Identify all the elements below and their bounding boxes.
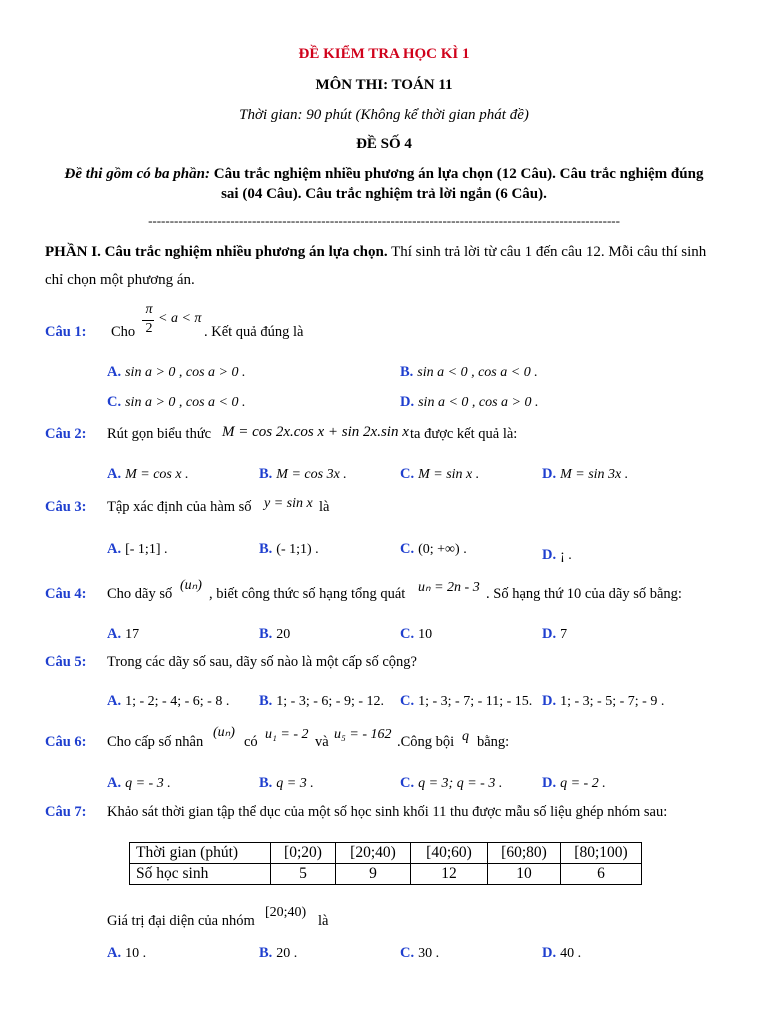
option-letter: B.	[259, 693, 273, 709]
q2-pre: Rút gọn biểu thức	[107, 426, 212, 442]
option-text: sin a > 0 , cos a < 0 .	[125, 395, 246, 410]
option-letter: A.	[107, 364, 122, 380]
q6-pre: Cho cấp số nhân	[107, 734, 204, 750]
option-letter: C.	[400, 626, 415, 642]
option-text: [- 1;1] .	[125, 542, 168, 557]
option-letter: A.	[107, 945, 122, 961]
intro-italic: Đề thi gồm có ba phần:	[64, 166, 210, 182]
option-letter: B.	[259, 945, 273, 961]
q6-option-a[interactable]	[107, 774, 171, 792]
option-letter: D.	[542, 775, 557, 791]
q6-math: (uₙ)	[213, 725, 235, 740]
q1-pre: Cho	[111, 324, 136, 340]
q7-sub: Giá trị đại diện của nhóm	[107, 913, 255, 929]
q1-post: . Kết quả đúng là	[204, 324, 304, 340]
option-letter: B.	[259, 775, 273, 791]
option-text: 1; - 3; - 5; - 7; - 9 .	[560, 694, 665, 709]
option-text: 7	[560, 627, 568, 642]
exam-code: ĐỀ SỐ 4	[356, 136, 412, 152]
q5-option-b[interactable]	[259, 692, 384, 710]
option-text: 30 .	[418, 946, 440, 961]
q2-option-c[interactable]	[400, 465, 479, 483]
option-letter: B.	[400, 364, 414, 380]
table-cell: [80;100)	[561, 843, 642, 864]
part1-desc-2: chỉ chọn một phương án.	[45, 272, 195, 288]
part1-heading: PHẦN I. Câu trắc nghiệm nhiều phương án lựa chọn.	[45, 244, 388, 260]
option-letter: D.	[542, 466, 557, 482]
option-text: sin a < 0 , cos a < 0 .	[417, 365, 538, 380]
option-letter: D.	[542, 626, 557, 642]
q6-math3: u₅ = - 162	[334, 727, 392, 742]
table-row	[130, 843, 642, 864]
q7-option-d[interactable]	[542, 944, 581, 962]
option-letter: D.	[400, 394, 415, 410]
q2-label: Câu 2:	[45, 426, 87, 442]
q3-post: là	[319, 499, 330, 515]
option-letter: A.	[107, 626, 122, 642]
option-letter: B.	[259, 466, 273, 482]
q6-label: Câu 6:	[45, 734, 87, 750]
q7-sub-math: [20;40)	[265, 905, 307, 920]
q6-post2: bằng:	[477, 734, 510, 750]
q6-option-d[interactable]	[542, 774, 606, 792]
option-letter: B.	[259, 626, 273, 642]
intro-line-1	[0, 166, 768, 183]
table-row	[130, 864, 642, 885]
table-cell: [40;60)	[411, 843, 488, 864]
option-text: 10	[418, 627, 433, 642]
option-text: 20 .	[276, 946, 298, 961]
intro-line-2: sai (04 Câu). Câu trắc nghiệm trả lời ngắn (6 Câu).	[221, 186, 547, 202]
option-letter: B.	[259, 541, 273, 557]
q5-option-c[interactable]	[400, 692, 532, 710]
option-letter: C.	[107, 394, 122, 410]
q7-option-c[interactable]	[400, 944, 439, 962]
option-text: q = 3 .	[276, 776, 314, 791]
option-letter: A.	[107, 693, 122, 709]
table-cell: 9	[336, 864, 411, 885]
option-letter: A.	[107, 541, 122, 557]
divider: -------------------------------------------------------------------------------------------------------------	[148, 213, 620, 228]
q6-math4: q	[462, 729, 469, 744]
table-cell: [20;40)	[336, 843, 411, 864]
option-letter: D.	[542, 945, 557, 961]
option-letter: D.	[542, 693, 557, 709]
option-text: M = cos 3x .	[276, 467, 347, 482]
option-letter: C.	[400, 693, 415, 709]
subject-title: MÔN THI: TOÁN 11	[315, 77, 453, 93]
q3-option-d[interactable]	[542, 546, 572, 564]
option-text: ¡ .	[560, 548, 572, 563]
q7-option-b[interactable]	[259, 944, 297, 962]
option-text: M = sin x .	[418, 467, 480, 482]
q4-pre: Cho dãy số	[107, 586, 173, 602]
option-text: sin a < 0 , cos a > 0 .	[418, 395, 539, 410]
q4-math: (uₙ)	[180, 578, 202, 593]
option-text: 10 .	[125, 946, 147, 961]
q6-option-c[interactable]	[400, 774, 502, 792]
option-letter: C.	[400, 945, 415, 961]
q7-label: Câu 7:	[45, 804, 87, 820]
q3-option-c[interactable]	[400, 540, 467, 558]
option-letter: C.	[400, 541, 415, 557]
option-text: 1; - 3; - 6; - 9; - 12.	[276, 694, 385, 709]
q4-option-d[interactable]	[542, 625, 567, 643]
q1-math: < a < π	[158, 311, 202, 326]
option-text: q = - 3 .	[125, 776, 171, 791]
q5-option-d[interactable]	[542, 692, 664, 710]
option-text: sin a > 0 , cos a > 0 .	[125, 365, 246, 380]
q6-math2: u₁ = - 2	[265, 727, 309, 742]
q3-math: y = sin x	[264, 496, 313, 511]
q6-mid2: và	[315, 734, 329, 750]
option-letter: C.	[400, 466, 415, 482]
q6-mid: có	[244, 734, 258, 750]
table-cell: 10	[488, 864, 561, 885]
q2-post: ta được kết quả là:	[410, 426, 518, 442]
q1-option-d[interactable]	[400, 393, 539, 411]
q2-option-b[interactable]	[259, 465, 347, 483]
option-text: 17	[125, 627, 140, 642]
option-text: M = sin 3x .	[560, 467, 629, 482]
q5-label: Câu 5:	[45, 654, 87, 670]
q4-option-b[interactable]	[259, 625, 290, 643]
q1-label: Câu 1:	[45, 324, 87, 340]
q2-math: M = cos 2x.cos x + sin 2x.sin x	[222, 424, 409, 440]
q7-option-a[interactable]	[107, 944, 146, 962]
q1-option-a[interactable]	[107, 363, 246, 381]
option-letter: A.	[107, 775, 122, 791]
q4-post: . Số hạng thứ 10 của dãy số bằng:	[486, 586, 682, 602]
intro-text-1: Câu trắc nghiệm nhiều phương án lựa chọn (12 Câu). Câu trắc nghiệm đúng	[209, 166, 704, 182]
q6-option-b[interactable]	[259, 774, 314, 792]
q2-option-d[interactable]	[542, 465, 628, 483]
q5-option-a[interactable]	[107, 692, 229, 710]
q4-mid: , biết công thức số hạng tổng quát	[209, 586, 406, 602]
q1-option-b[interactable]	[400, 363, 538, 381]
row-header: Số học sinh	[130, 864, 271, 885]
option-letter: A.	[107, 466, 122, 482]
option-text: 1; - 3; - 7; - 11; - 15.	[418, 694, 533, 709]
grouped-data-table	[129, 842, 642, 885]
q1-option-c[interactable]	[107, 393, 246, 411]
row-header: Thời gian (phút)	[130, 843, 271, 864]
q4-math2: uₙ = 2n - 3	[418, 580, 480, 595]
q3-label: Câu 3:	[45, 499, 87, 515]
table-cell: [60;80)	[488, 843, 561, 864]
option-text: q = - 2 .	[560, 776, 606, 791]
option-text: M = cos x .	[125, 467, 189, 482]
q6-post: .Công bội	[397, 734, 455, 750]
q3-pre: Tập xác định của hàm số	[107, 499, 252, 515]
table-cell: [0;20)	[271, 843, 336, 864]
table-cell: 6	[561, 864, 642, 885]
q7-sub-post: là	[318, 913, 329, 929]
q4-option-a[interactable]	[107, 625, 139, 643]
option-text: 1; - 2; - 4; - 6; - 8 .	[125, 694, 230, 709]
part1-line-1	[45, 244, 706, 261]
exam-time: Thời gian: 90 phút (Không kể thời gian phát đề)	[239, 107, 529, 123]
q4-label: Câu 4:	[45, 586, 87, 602]
part1-desc-1: Thí sinh trả lời từ câu 1 đến câu 12. Mỗi câu thí sinh	[387, 244, 707, 260]
table-cell: 12	[411, 864, 488, 885]
option-letter: D.	[542, 547, 557, 563]
option-text: (- 1;1) .	[276, 542, 319, 557]
q1-frac-den: 2	[145, 321, 153, 336]
q2-option-a[interactable]	[107, 465, 189, 483]
q3-option-a[interactable]	[107, 540, 168, 558]
q4-option-c[interactable]	[400, 625, 432, 643]
option-text: 20	[276, 627, 291, 642]
q1-frac-num: π	[145, 302, 153, 317]
q5-pre: Trong các dãy số sau, dãy số nào là một cấp số cộng?	[107, 654, 417, 670]
option-text: (0; +∞) .	[418, 542, 467, 557]
exam-title: ĐỀ KIỂM TRA HỌC KÌ 1	[298, 46, 470, 62]
table-cell: 5	[271, 864, 336, 885]
q3-option-b[interactable]	[259, 540, 319, 558]
q7-pre: Khảo sát thời gian tập thể dục của một số học sinh khối 11 thu được mẫu số liệu ghép nhóm sau:	[107, 804, 668, 820]
option-text: 40 .	[560, 946, 582, 961]
option-letter: C.	[400, 775, 415, 791]
option-text: q = 3; q = - 3 .	[418, 776, 503, 791]
